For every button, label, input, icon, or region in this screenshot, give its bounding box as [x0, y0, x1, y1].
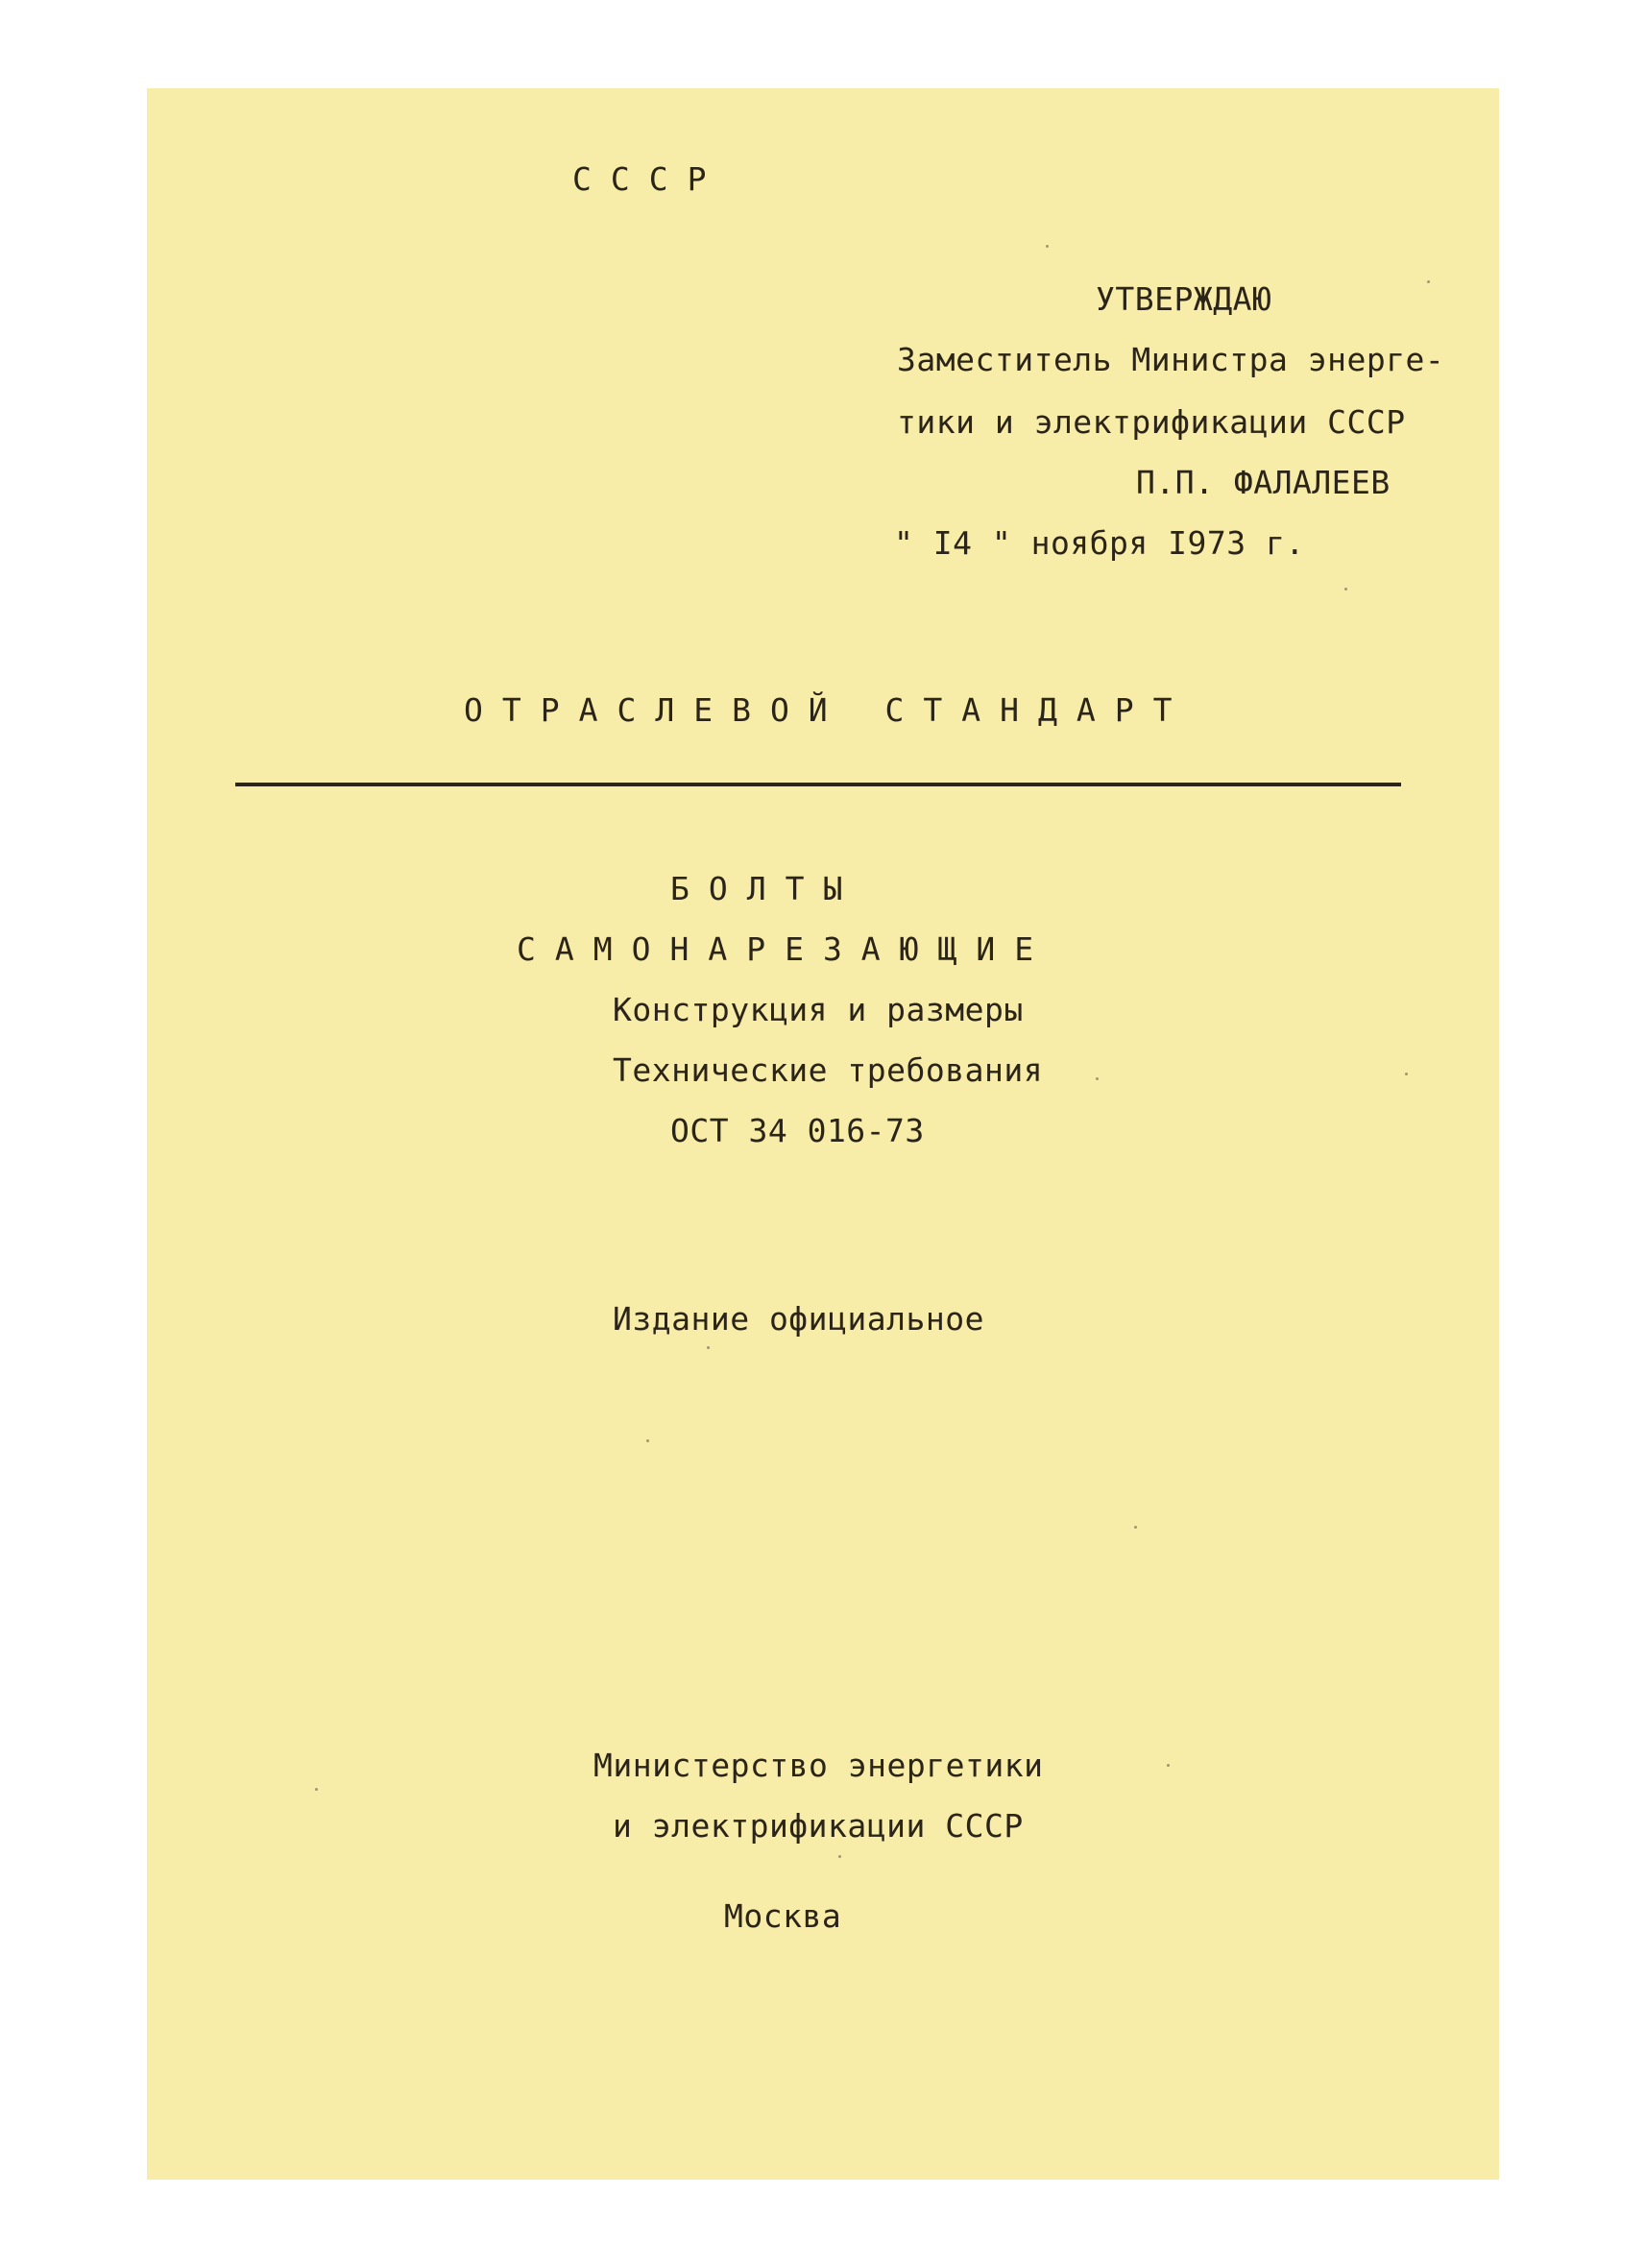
standard-code: ОСТ 34 016-73: [670, 1112, 925, 1149]
approval-line-1: Заместитель Министра энерге-: [897, 341, 1445, 378]
title-line-3: Конструкция и размеры: [613, 991, 1024, 1028]
country-header: СССР: [572, 160, 726, 198]
horizontal-rule: [235, 783, 1401, 786]
title-line-4: Технические требования: [613, 1051, 1044, 1089]
paper-speck: [1427, 280, 1430, 283]
publisher-line-1: Министерство энергетики: [593, 1747, 1044, 1784]
paper-speck: [315, 1788, 318, 1791]
paper-speck: [707, 1346, 710, 1349]
approval-heading: УТВЕРЖДАЮ: [1096, 280, 1272, 318]
approval-signatory: П.П. ФАЛАЛЕЕВ: [1136, 464, 1391, 501]
paper-speck: [646, 1439, 649, 1442]
paper-speck: [1167, 1764, 1170, 1767]
paper-speck: [1096, 1077, 1099, 1080]
standard-type: ОТРАСЛЕВОЙ СТАНДАРТ: [464, 691, 1192, 729]
paper-speck: [1344, 588, 1347, 591]
paper-speck: [1046, 245, 1049, 248]
paper-speck: [1134, 1526, 1137, 1529]
approval-date: " I4 " ноября I973 г.: [894, 524, 1305, 562]
edition-note: Издание официальное: [613, 1300, 984, 1338]
paper-speck: [838, 1855, 841, 1858]
approval-line-2: тики и электрификации СССР: [897, 403, 1406, 441]
document-page: [147, 88, 1499, 2180]
title-line-2: САМОНАРЕЗАЮЩИЕ: [517, 930, 1053, 968]
publisher-city: Москва: [724, 1897, 842, 1935]
title-line-1: БОЛТЫ: [670, 870, 862, 907]
paper-speck: [1405, 1073, 1408, 1075]
publisher-line-2: и электрификации СССР: [613, 1807, 1024, 1845]
